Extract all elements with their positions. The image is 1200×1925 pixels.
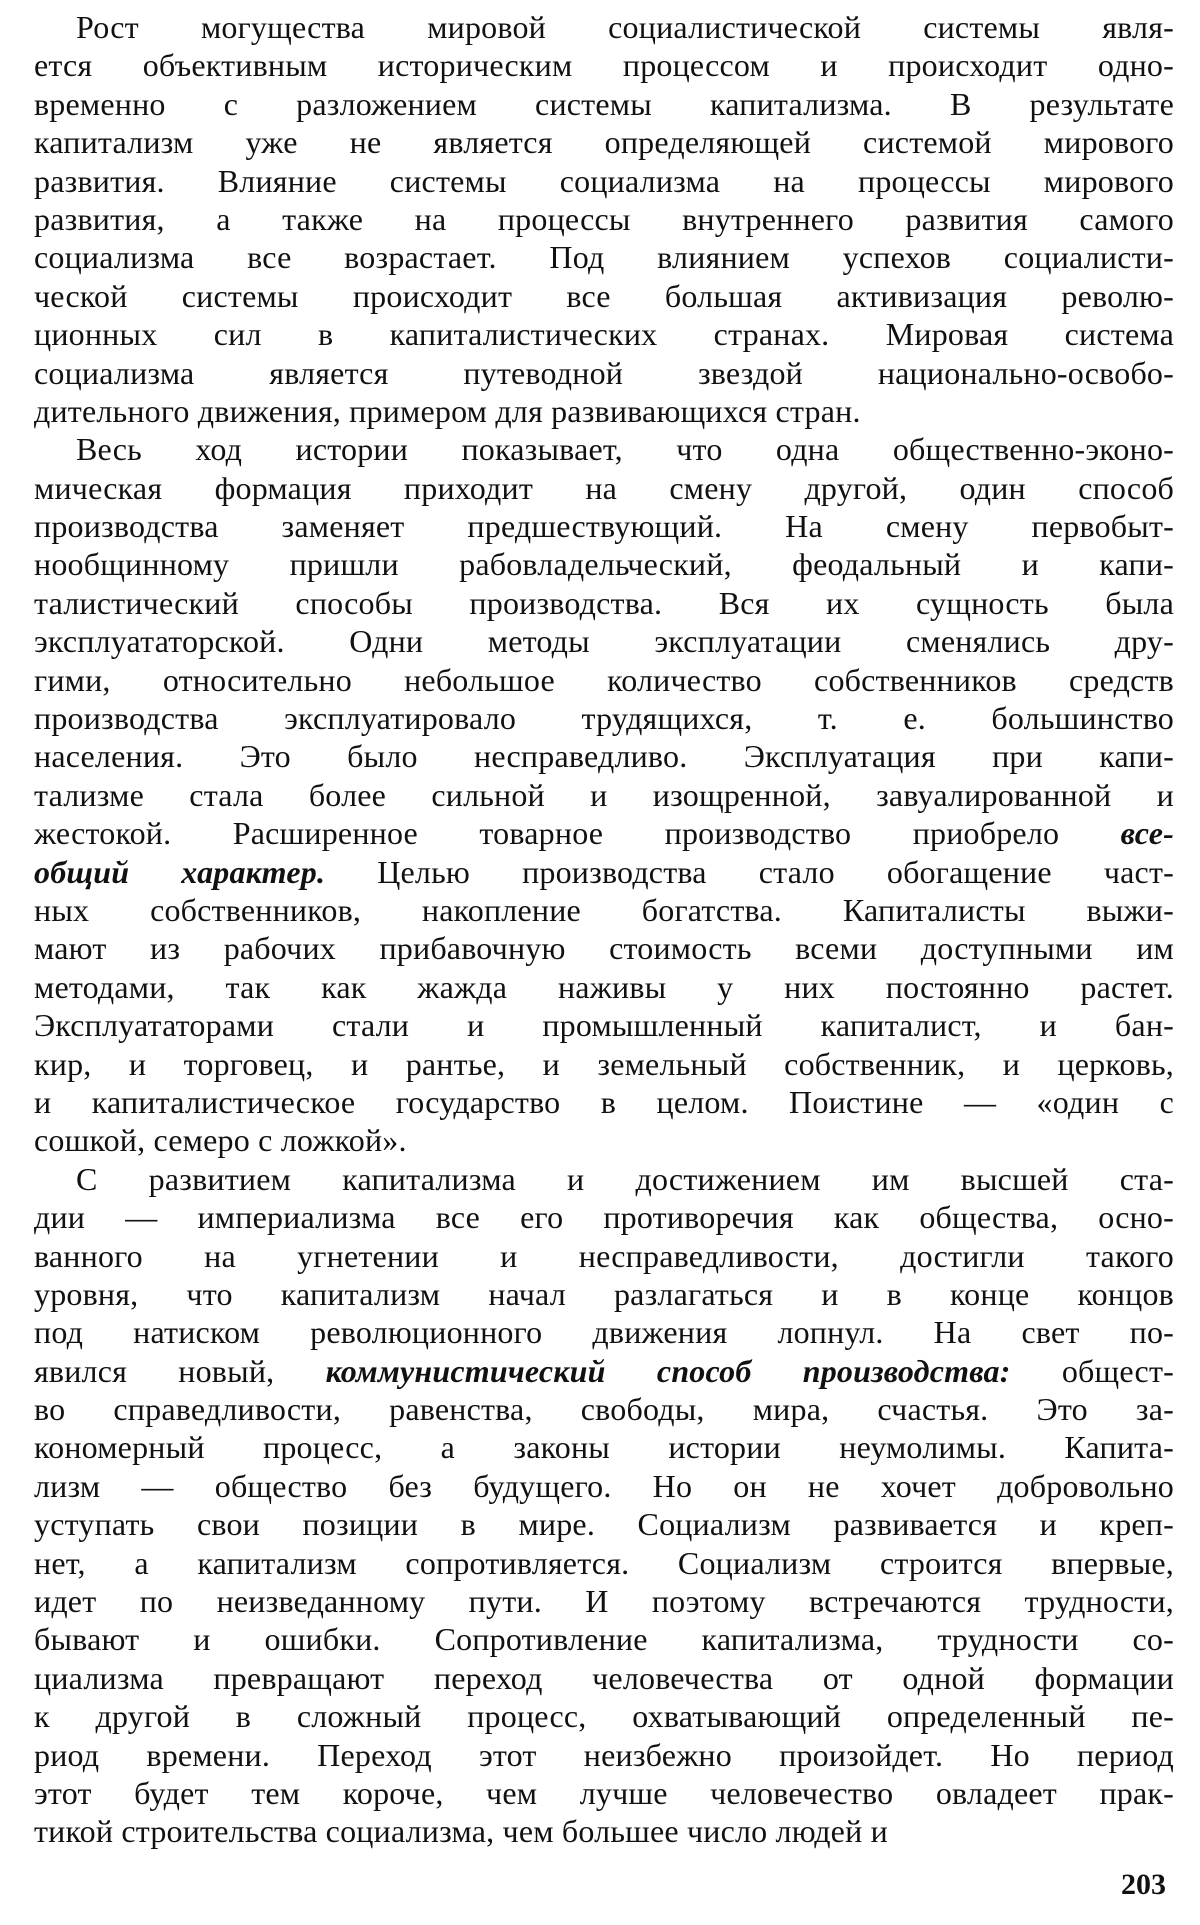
text-line-content: нообщинному пришли рабовладельческий, феодальный и капи-	[34, 546, 1174, 583]
text-line-content: социализма все возрастает. Под влиянием успехов социалисти-	[34, 239, 1174, 276]
text-line-content: этот будет тем короче, чем лучше человечество овладеет прак-	[34, 1774, 1174, 1811]
text-line	[34, 1774, 1174, 1812]
text-line-content: Рост могущества мировой социалистической системы явля-	[76, 9, 1174, 45]
text-line-content: эксплуататорской. Одни методы эксплуатации сменялись дру-	[34, 623, 1174, 660]
text-line-content: общест-	[1010, 1352, 1174, 1389]
text-line-content: бывают и ошибки. Сопротивление капитализма, трудности со-	[34, 1621, 1174, 1658]
text-line-content: дии — империализма все его противоречия как общества, осно-	[34, 1199, 1174, 1236]
text-line-content: тикой строительства социализма, чем большее число людей и	[34, 1813, 888, 1850]
emphasized-phrase: все-	[1120, 815, 1174, 852]
text-line	[34, 1275, 1174, 1313]
text-line	[34, 545, 1174, 583]
text-line-content: к другой в сложный процесс, охватывающий определенный пе-	[34, 1698, 1174, 1735]
text-line-content: и капиталистическое государство в целом. Поистине — «один с	[34, 1083, 1174, 1120]
text-line	[34, 584, 1174, 622]
text-line-content: ванного на угнетении и несправедливости, достигли такого	[34, 1237, 1174, 1274]
text-line	[34, 507, 1174, 545]
text-line-content: производства эксплуатировало трудящихся, т. е. большинство	[34, 700, 1174, 737]
text-line	[34, 8, 1174, 46]
text-line-content: населения. Это было несправедливо. Эксплуатация при капи-	[34, 738, 1174, 775]
text-line	[34, 1428, 1174, 1466]
text-line-content: жестокой. Расширенное товарное производство приобрело	[34, 815, 1121, 852]
text-line-content: Эксплуататорами стали и промышленный капиталист, и бан-	[34, 1007, 1174, 1044]
text-line	[34, 1160, 1174, 1198]
text-line	[34, 1544, 1174, 1582]
text-line	[34, 1620, 1174, 1658]
text-line	[34, 776, 1174, 814]
text-line-content: идет по неизведанному пути. И поэтому встречаются трудности,	[34, 1583, 1174, 1620]
text-line-content: Целью производства стало обогащение част-	[325, 853, 1174, 890]
text-line-content: производства заменяет предшествующий. На смену первобыт-	[34, 508, 1174, 545]
text-line-content: С развитием капитализма и достижением им высшей ста-	[76, 1160, 1174, 1197]
text-line	[34, 46, 1174, 84]
text-line	[34, 1313, 1174, 1351]
text-line	[34, 1083, 1174, 1121]
text-line	[34, 1237, 1174, 1275]
page-body-text	[34, 8, 1174, 1851]
text-line	[34, 315, 1174, 353]
text-line	[34, 1697, 1174, 1735]
text-line-content: дительного движения, примером для развивающихся стран.	[34, 392, 861, 429]
text-line	[34, 1352, 1174, 1390]
page-number: 203	[1121, 1868, 1166, 1901]
emphasized-phrase: коммунистический способ производства:	[325, 1352, 1011, 1389]
paragraph-history-of-formations	[34, 430, 1174, 1159]
text-line	[34, 1505, 1174, 1543]
text-line	[34, 238, 1174, 276]
text-line	[34, 1467, 1174, 1505]
text-line-content: временно с разложением системы капитализма. В результате	[34, 85, 1174, 122]
text-line	[34, 1121, 1174, 1159]
text-line	[34, 85, 1174, 123]
text-line-content: уступать свои позиции в мире. Социализм развивается и креп-	[34, 1506, 1174, 1543]
text-line	[34, 1736, 1174, 1774]
text-line	[34, 853, 1174, 891]
text-line	[34, 661, 1174, 699]
text-line-content: сошкой, семеро с ложкой».	[34, 1122, 407, 1159]
text-line-content: социализма является путеводной звездой национально-освобо-	[34, 354, 1174, 391]
text-line	[34, 469, 1174, 507]
text-line-content: тализме стала более сильной и изощренной, завуалированной и	[34, 776, 1174, 813]
text-line	[34, 1390, 1174, 1428]
emphasized-phrase: общий характер.	[34, 853, 326, 890]
text-line	[34, 200, 1174, 238]
text-line	[34, 891, 1174, 929]
text-line-content: капитализм уже не является определяющей системой мирового	[34, 124, 1174, 161]
text-line-content: методами, так как жажда наживы у них постоянно растет.	[34, 968, 1174, 1005]
text-line	[34, 430, 1174, 468]
text-line	[34, 123, 1174, 161]
text-line-content: нет, а капитализм сопротивляется. Социализм строится впервые,	[34, 1544, 1174, 1581]
text-line	[34, 699, 1174, 737]
text-line-content: под натиском революционного движения лопнул. На свет по-	[34, 1314, 1174, 1351]
text-line-content: явился новый,	[34, 1352, 326, 1389]
text-line-content: Весь ход истории показывает, что одна общественно-эконо-	[76, 431, 1174, 468]
text-line	[34, 1582, 1174, 1620]
text-line	[34, 162, 1174, 200]
text-line-content: во справедливости, равенства, свободы, мира, счастья. Это за-	[34, 1391, 1174, 1428]
text-line	[34, 968, 1174, 1006]
paragraph-imperialism-and-transition	[34, 1160, 1174, 1851]
text-line	[34, 814, 1174, 852]
text-line	[34, 354, 1174, 392]
text-line	[34, 392, 1174, 430]
text-line	[34, 277, 1174, 315]
text-line-content: риод времени. Переход этот неизбежно произойдет. Но период	[34, 1736, 1174, 1773]
text-line-content: ционных сил в капиталистических странах. Мировая система	[34, 316, 1174, 353]
text-line-content: лизм — общество без будущего. Но он не хочет добровольно	[34, 1467, 1174, 1504]
text-line	[34, 929, 1174, 967]
text-line-content: циализма превращают переход человечества от одной формации	[34, 1659, 1174, 1696]
text-line-content: развития. Влияние системы социализма на процессы мирового	[34, 162, 1174, 199]
text-line-content: ческой системы происходит все большая активизация револю-	[34, 277, 1174, 314]
text-line-content: кономерный процесс, а законы истории неумолимы. Капита-	[34, 1429, 1174, 1466]
text-line-content: мают из рабочих прибавочную стоимость всеми доступными им	[34, 930, 1174, 967]
text-line-content: мическая формация приходит на смену другой, один способ	[34, 469, 1174, 506]
paragraph-world-socialist-system	[34, 8, 1174, 430]
text-line-content: ется объективным историческим процессом и происходит одно-	[34, 47, 1174, 84]
text-line	[34, 1198, 1174, 1236]
text-line	[34, 1045, 1174, 1083]
text-line-content: гими, относительно небольшое количество собственников средств	[34, 661, 1174, 698]
text-line	[34, 1006, 1174, 1044]
text-line-content: талистический способы производства. Вся их сущность была	[34, 584, 1174, 621]
text-line	[34, 737, 1174, 775]
text-line-content: кир, и торговец, и рантье, и земельный собственник, и церковь,	[34, 1045, 1174, 1082]
text-line-content: ных собственников, накопление богатства. Капиталисты выжи-	[34, 891, 1174, 928]
text-line	[34, 1659, 1174, 1697]
text-line	[34, 622, 1174, 660]
text-line-content: уровня, что капитализм начал разлагаться и в конце концов	[34, 1275, 1174, 1312]
text-line	[34, 1812, 1174, 1850]
text-line-content: развития, а также на процессы внутреннего развития самого	[34, 200, 1174, 237]
